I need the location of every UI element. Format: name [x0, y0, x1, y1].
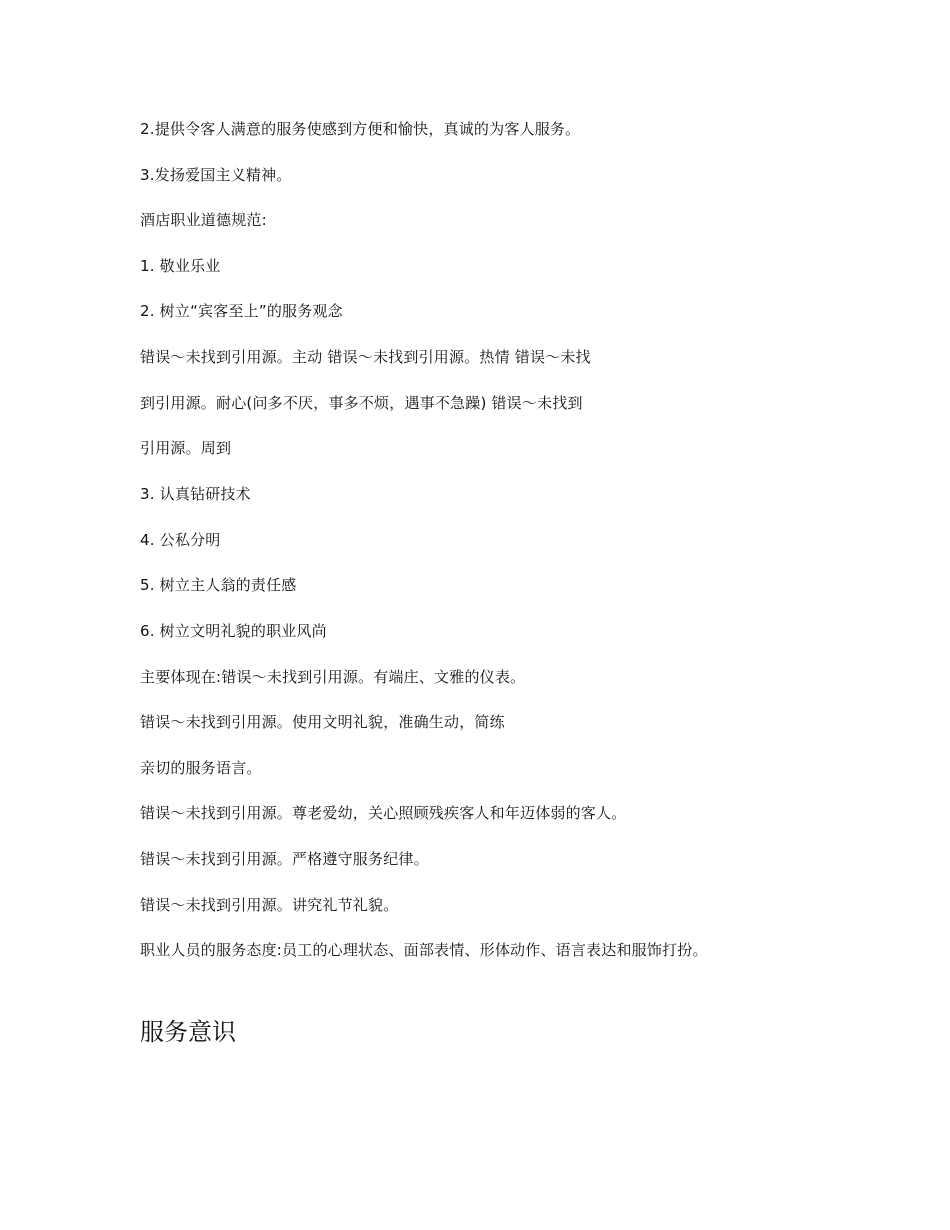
list-item: 6. 树立文明礼貌的职业风尚	[140, 622, 327, 640]
list-item: 4. 公私分明	[140, 531, 221, 549]
section-label: 酒店职业道德规范:	[140, 211, 267, 229]
text-line: 主要体现在:错误～未找到引用源。有端庄、文雅的仪表。	[140, 668, 526, 686]
list-item: 1. 敬业乐业	[140, 257, 221, 275]
list-item: 2. 树立“宾客至上”的服务观念	[140, 302, 343, 320]
text-line: 错误～未找到引用源。主动 错误～未找到引用源。热情 错误～未找	[140, 348, 591, 366]
section-heading: 服务意识	[140, 1018, 236, 1046]
text-line: 2.提供令客人满意的服务使感到方便和愉快，真诚的为客人服务。	[140, 120, 581, 138]
text-line: 错误～未找到引用源。尊老爱幼，关心照顾残疾客人和年迈体弱的客人。	[140, 804, 627, 822]
text-line: 引用源。周到	[140, 439, 232, 457]
text-line: 错误～未找到引用源。严格遵守服务纪律。	[140, 850, 429, 868]
text-line: 到引用源。耐心(问多不厌，事多不烦，遇事不急躁) 错误～未找到	[140, 394, 583, 412]
text-line: 职业人员的服务态度:员工的心理状态、面部表情、形体动作、语言表达和服饰打扮。	[140, 941, 708, 959]
text-line: 亲切的服务语言。	[140, 759, 262, 777]
list-item: 3. 认真钻研技术	[140, 485, 251, 503]
text-line: 错误～未找到引用源。使用文明礼貌，准确生动，简练	[140, 713, 505, 731]
text-line: 错误～未找到引用源。讲究礼节礼貌。	[140, 896, 399, 914]
list-item: 5. 树立主人翁的责任感	[140, 576, 297, 594]
text-line: 3.发扬爱国主义精神。	[140, 166, 292, 184]
